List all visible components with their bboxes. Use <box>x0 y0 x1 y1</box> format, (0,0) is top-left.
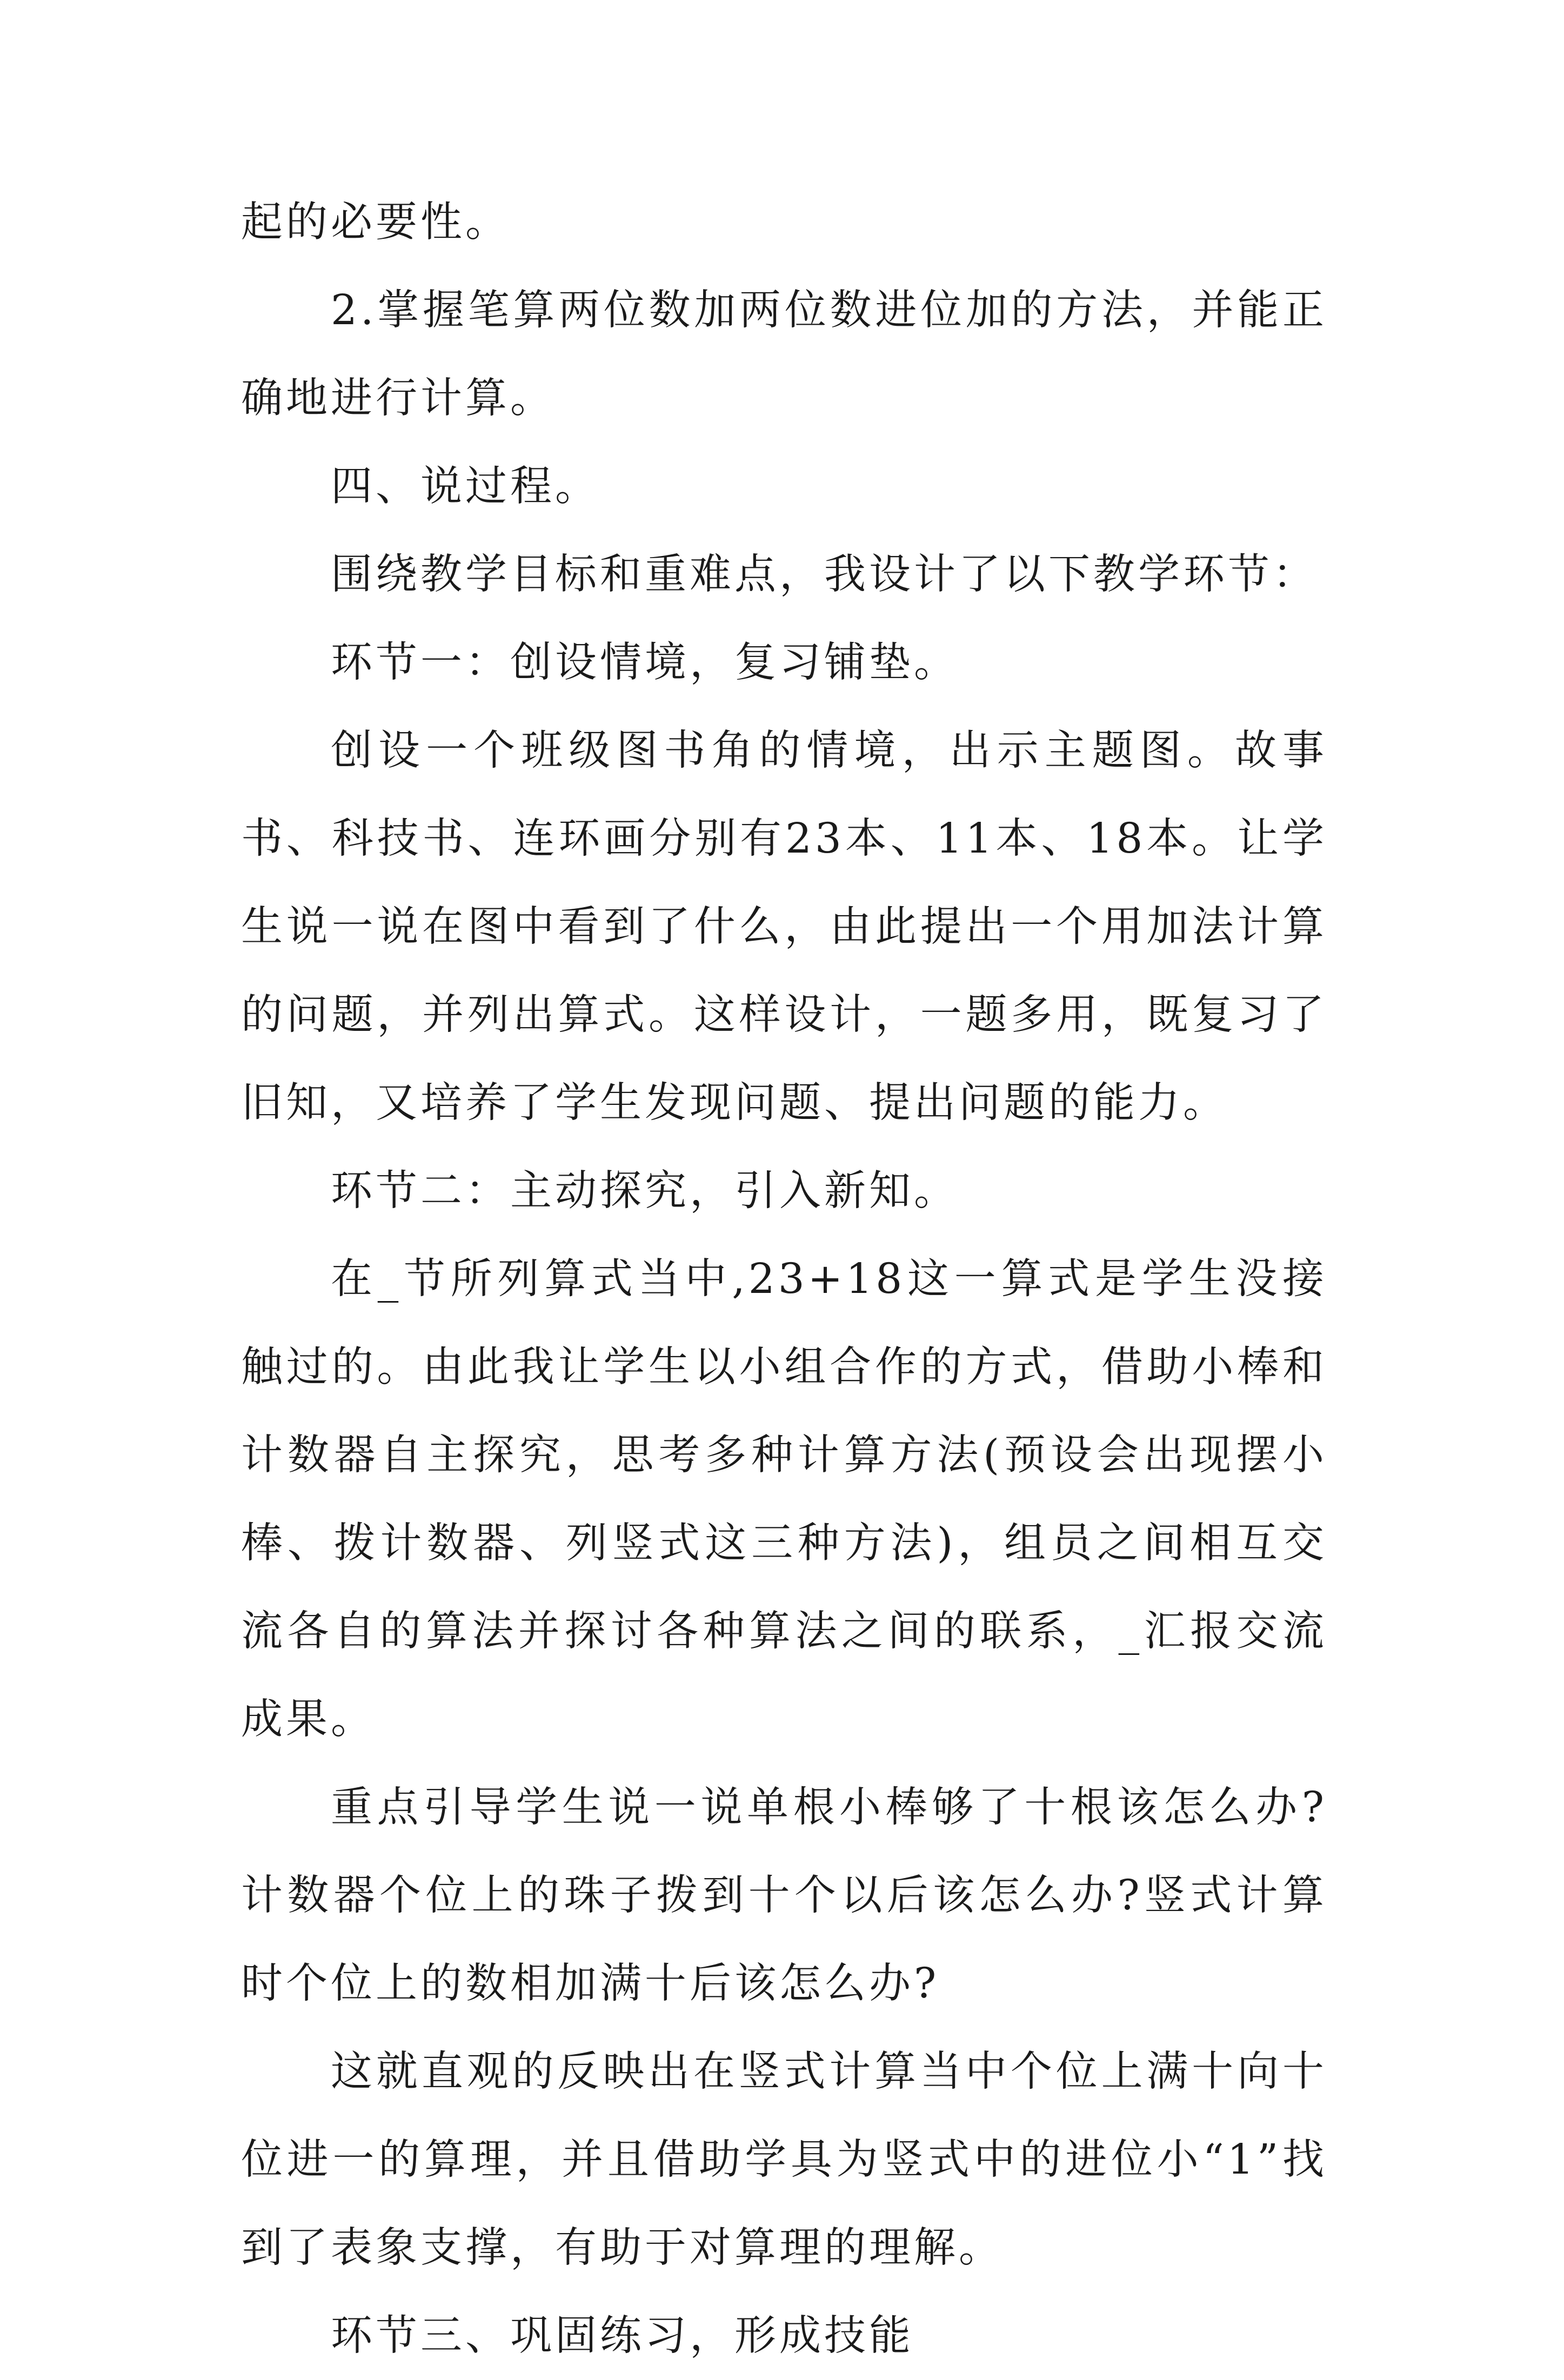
paragraph-step-1: 创设一个班级图书角的情境，出示主题图。故事书、科技书、连环画分别有23本、11本、18本。让学生说一说在图中看到了什么，由此提出一个用加法计算的问题，并列出算式。这样设计，一题多用，既复习了旧知，又培养了学生发现问题、提出问题的能力。 <box>241 727 1327 1127</box>
step-heading-1: 环节一：创设情境，复习铺垫。 <box>331 639 959 687</box>
paragraph-reasoning: 这就直观的反映出在竖式计算当中个位上满十向十位进一的算理，并且借助学具为竖式中的进位小“1”找到了表象支撑，有助于对算理的理解。 <box>241 2048 1327 2272</box>
step-heading-2: 环节二：主动探究，引入新知。 <box>331 1167 959 1215</box>
section-heading-process: 四、说过程。 <box>331 462 600 511</box>
step-heading-3: 环节三、巩固练习，形成技能 <box>331 2312 914 2360</box>
paragraph-objective-2: 2.掌握笔算两位数加两位数进位加的方法，并能正确地进行计算。 <box>241 286 1327 423</box>
paragraph-key-guidance: 重点引导学生说一说单根小棒够了十根该怎么办?计数器个位上的珠子拨到十个以后该怎么办?竖式计算时个位上的数相加满十后该怎么办? <box>241 1784 1327 2008</box>
document-body <box>241 178 1327 2380</box>
paragraph-step-2: 在_节所列算式当中,23+18这一算式是学生没接触过的。由此我让学生以小组合作的方式，借助小棒和计数器自主探究，思考多种计算方法(预设会出现摆小棒、拨计数器、列竖式这三种方法)，组员之间相互交流各自的算法并探讨各种算法之间的联系，_汇报交流成果。 <box>241 1255 1327 1744</box>
paragraph-intro-steps: 围绕教学目标和重难点，我设计了以下教学环节： <box>331 551 1318 599</box>
paragraph-continuation: 起的必要性。 <box>241 198 510 246</box>
